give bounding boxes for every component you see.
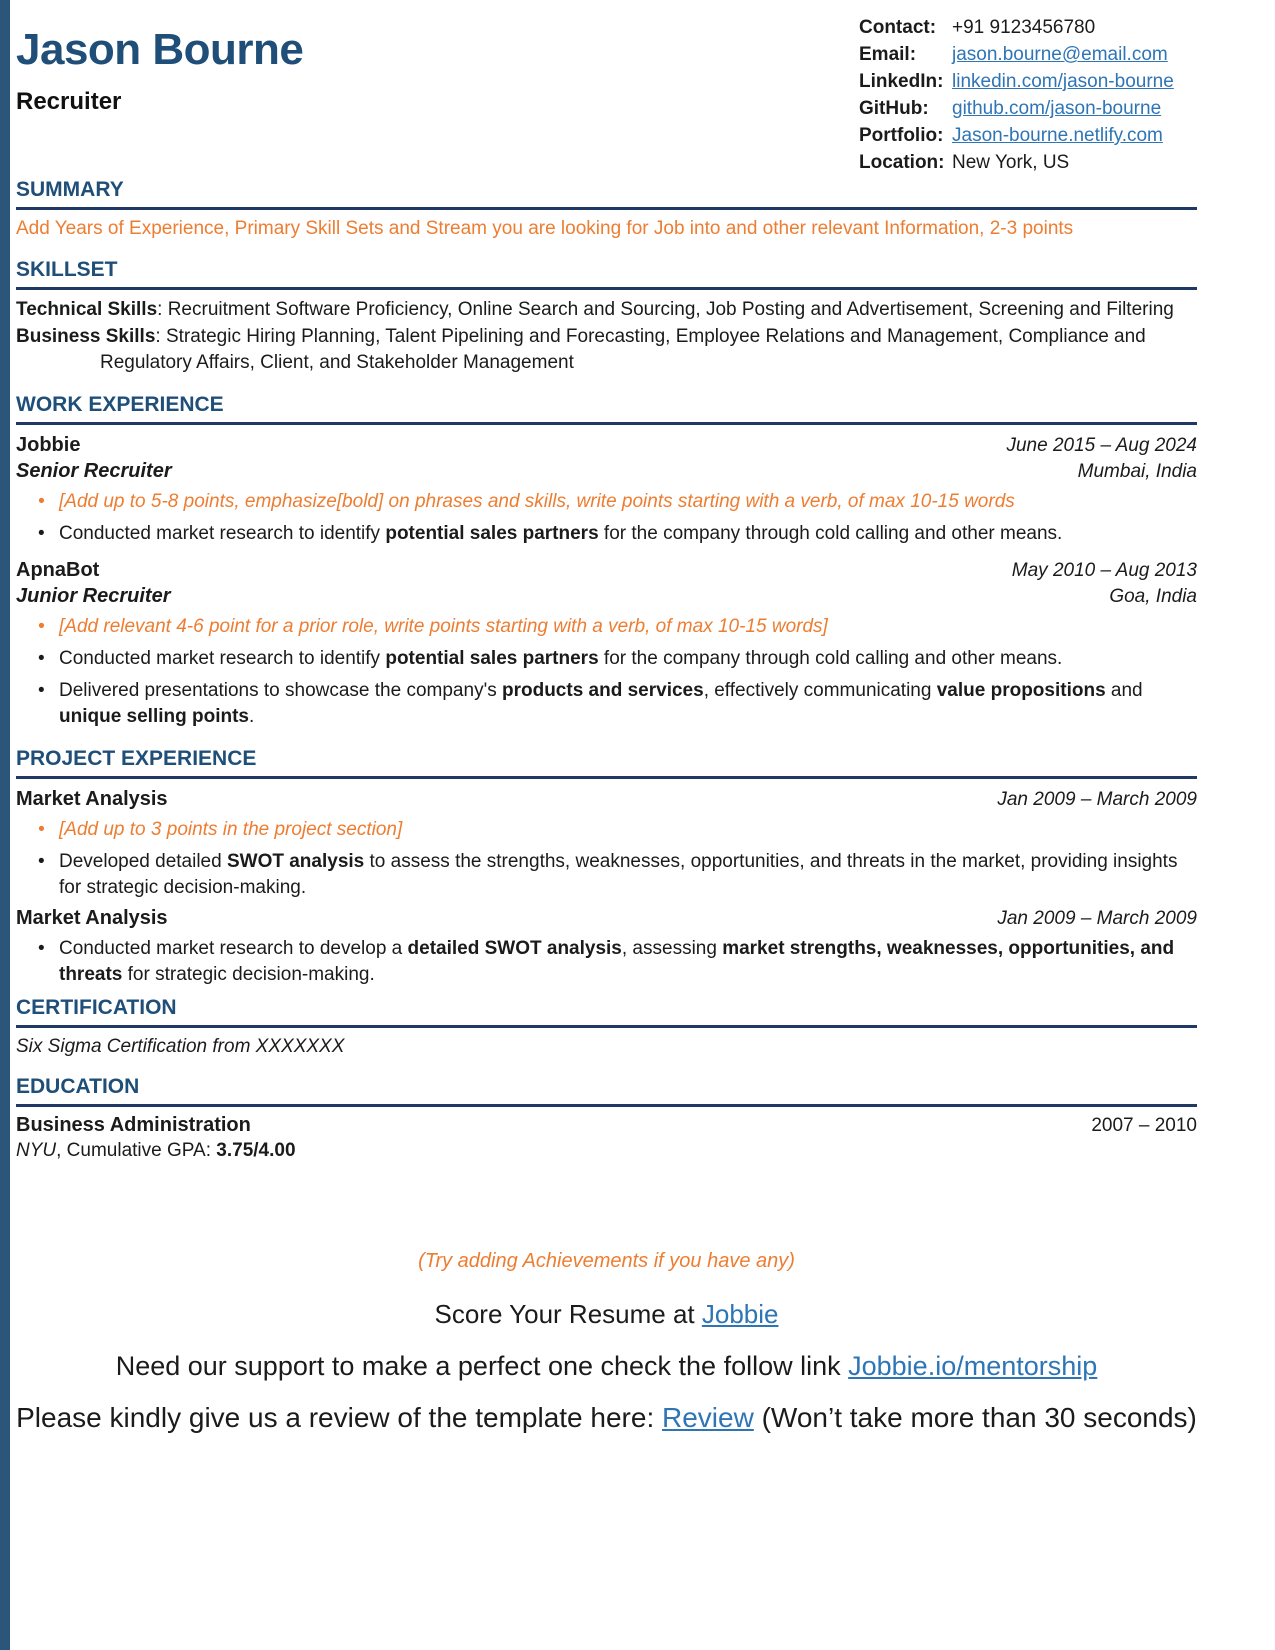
contact-label: LinkedIn: bbox=[859, 71, 944, 92]
certification-heading: CERTIFICATION bbox=[16, 996, 1197, 1028]
linkedin-link[interactable]: linkedin.com/jason-bourne bbox=[952, 71, 1174, 92]
section-work-experience bbox=[16, 393, 1197, 730]
business-skills-line: Business Skills: Strategic Hiring Planning, Talent Pipelining and Forecasting, Employee Relations and Management, Compliance and Regulatory Affairs, Client, and Stakeholder Management bbox=[16, 326, 1146, 373]
resume-page bbox=[10, 0, 1275, 1650]
job-location: Mumbai, India bbox=[1077, 461, 1197, 482]
inline-link[interactable]: Jobbie bbox=[701, 1299, 779, 1329]
section-project-experience bbox=[16, 747, 1197, 988]
bullet-item: • [Add up to 5-8 points, emphasize[bold] on phrases and skills, write points starting with a verb, of max 10-15 words bbox=[16, 489, 1197, 515]
project-experience-heading: PROJECT EXPERIENCE bbox=[16, 747, 1197, 779]
location-value: New York, US bbox=[952, 152, 1070, 173]
job-role: Junior Recruiter bbox=[16, 585, 171, 607]
bullet-item: • Conducted market research to identify potential sales partners for the company through cold calling and other means. bbox=[16, 646, 1197, 672]
portfolio-link[interactable]: Jason-bourne.netlify.com bbox=[952, 125, 1163, 146]
review-line: Please kindly give us a review of the template here: Review (Won’t take more than 30 seconds) bbox=[16, 1402, 1197, 1433]
section-summary bbox=[16, 178, 1197, 241]
job-entry bbox=[16, 559, 1197, 730]
job-dates: May 2010 – Aug 2013 bbox=[1011, 560, 1197, 581]
mentorship-line: Need our support to make a perfect one check the follow link Jobbie.io/mentorship bbox=[115, 1351, 1098, 1381]
person-name: Jason Bourne bbox=[16, 25, 304, 74]
bullet-item: • [Add relevant 4-6 point for a prior role, write points starting with a verb, of max 10-15 words] bbox=[16, 614, 1197, 640]
company-name: Jobbie bbox=[16, 434, 81, 456]
contact-label: Contact: bbox=[859, 17, 937, 38]
project-dates: Jan 2009 – March 2009 bbox=[997, 908, 1197, 929]
contact-row-portfolio bbox=[859, 122, 1197, 149]
bullet-item: • Conducted market research to develop a detailed SWOT analysis, assessing market strengths, weaknesses, opportunities, and threats for strategic decision-making. bbox=[16, 936, 1197, 988]
section-education bbox=[16, 1075, 1197, 1162]
inline-link[interactable]: Review bbox=[662, 1402, 754, 1433]
section-skillset bbox=[16, 258, 1197, 376]
project-title: Market Analysis bbox=[16, 788, 168, 810]
summary-text: Add Years of Experience, Primary Skill Sets and Stream you are looking for Job into and other relevant Information, 2-3 points bbox=[16, 218, 1074, 239]
technical-skills-line: Technical Skills: Recruitment Software Proficiency, Online Search and Sourcing, Job Posting and Advertisement, Screening and Filtering bbox=[16, 299, 1174, 320]
score-resume-line: Score Your Resume at Jobbie bbox=[434, 1299, 779, 1329]
inline-link[interactable]: Jobbie.io/mentorship bbox=[848, 1351, 1098, 1381]
contact-row-location bbox=[859, 149, 1197, 176]
job-entry bbox=[16, 434, 1197, 547]
section-certification bbox=[16, 996, 1197, 1058]
contact-label: Email: bbox=[859, 44, 917, 65]
achievements-hint: (Try adding Achievements if you have any) bbox=[418, 1250, 795, 1272]
contact-label: Location: bbox=[859, 152, 945, 173]
job-role: Senior Recruiter bbox=[16, 460, 172, 482]
job-dates: June 2015 – Aug 2024 bbox=[1006, 435, 1197, 456]
education-dates: 2007 – 2010 bbox=[1091, 1115, 1197, 1136]
accent-side-bar bbox=[0, 0, 10, 1650]
project-entry bbox=[16, 788, 1197, 901]
bullet-item: • Delivered presentations to showcase the company's products and services, effectively communicating value propositions and unique selling points. bbox=[16, 678, 1197, 730]
person-title: Recruiter bbox=[16, 88, 122, 116]
job-location: Goa, India bbox=[1109, 586, 1197, 607]
skillset-body bbox=[16, 297, 1197, 376]
contact-label: Portfolio: bbox=[859, 125, 944, 146]
project-title: Market Analysis bbox=[16, 907, 168, 929]
education-heading: EDUCATION bbox=[16, 1075, 1197, 1107]
contact-row-linkedin bbox=[859, 68, 1197, 95]
footer bbox=[16, 1250, 1197, 1434]
contact-row-email bbox=[859, 41, 1197, 68]
work-experience-heading: WORK EXPERIENCE bbox=[16, 393, 1197, 425]
contact-row-github bbox=[859, 95, 1197, 122]
summary-heading: SUMMARY bbox=[16, 178, 1197, 210]
bullet-item: • [Add up to 3 points in the project section] bbox=[16, 817, 1197, 843]
resume-header bbox=[16, 0, 1197, 176]
company-name: ApnaBot bbox=[16, 559, 100, 581]
contact-label: GitHub: bbox=[859, 98, 929, 119]
bullet-item: • Conducted market research to identify potential sales partners for the company through cold calling and other means. bbox=[16, 521, 1197, 547]
bullet-item: • Developed detailed SWOT analysis to assess the strengths, weaknesses, opportunities, and threats in the market, providing insights for strategic decision-making. bbox=[16, 849, 1197, 901]
phone-value: +91 9123456780 bbox=[952, 17, 1096, 38]
skillset-heading: SKILLSET bbox=[16, 258, 1197, 290]
project-entry bbox=[16, 907, 1197, 988]
education-detail: NYU, Cumulative GPA: 3.75/4.00 bbox=[16, 1140, 296, 1161]
github-link[interactable]: github.com/jason-bourne bbox=[952, 98, 1162, 119]
identity-block bbox=[16, 12, 303, 176]
degree-name: Business Administration bbox=[16, 1114, 251, 1136]
email-link[interactable]: jason.bourne@email.com bbox=[952, 44, 1168, 65]
contact-block bbox=[859, 12, 1197, 176]
certification-text: Six Sigma Certification from XXXXXXX bbox=[16, 1036, 345, 1057]
project-dates: Jan 2009 – March 2009 bbox=[997, 789, 1197, 810]
contact-row-phone bbox=[859, 14, 1197, 41]
